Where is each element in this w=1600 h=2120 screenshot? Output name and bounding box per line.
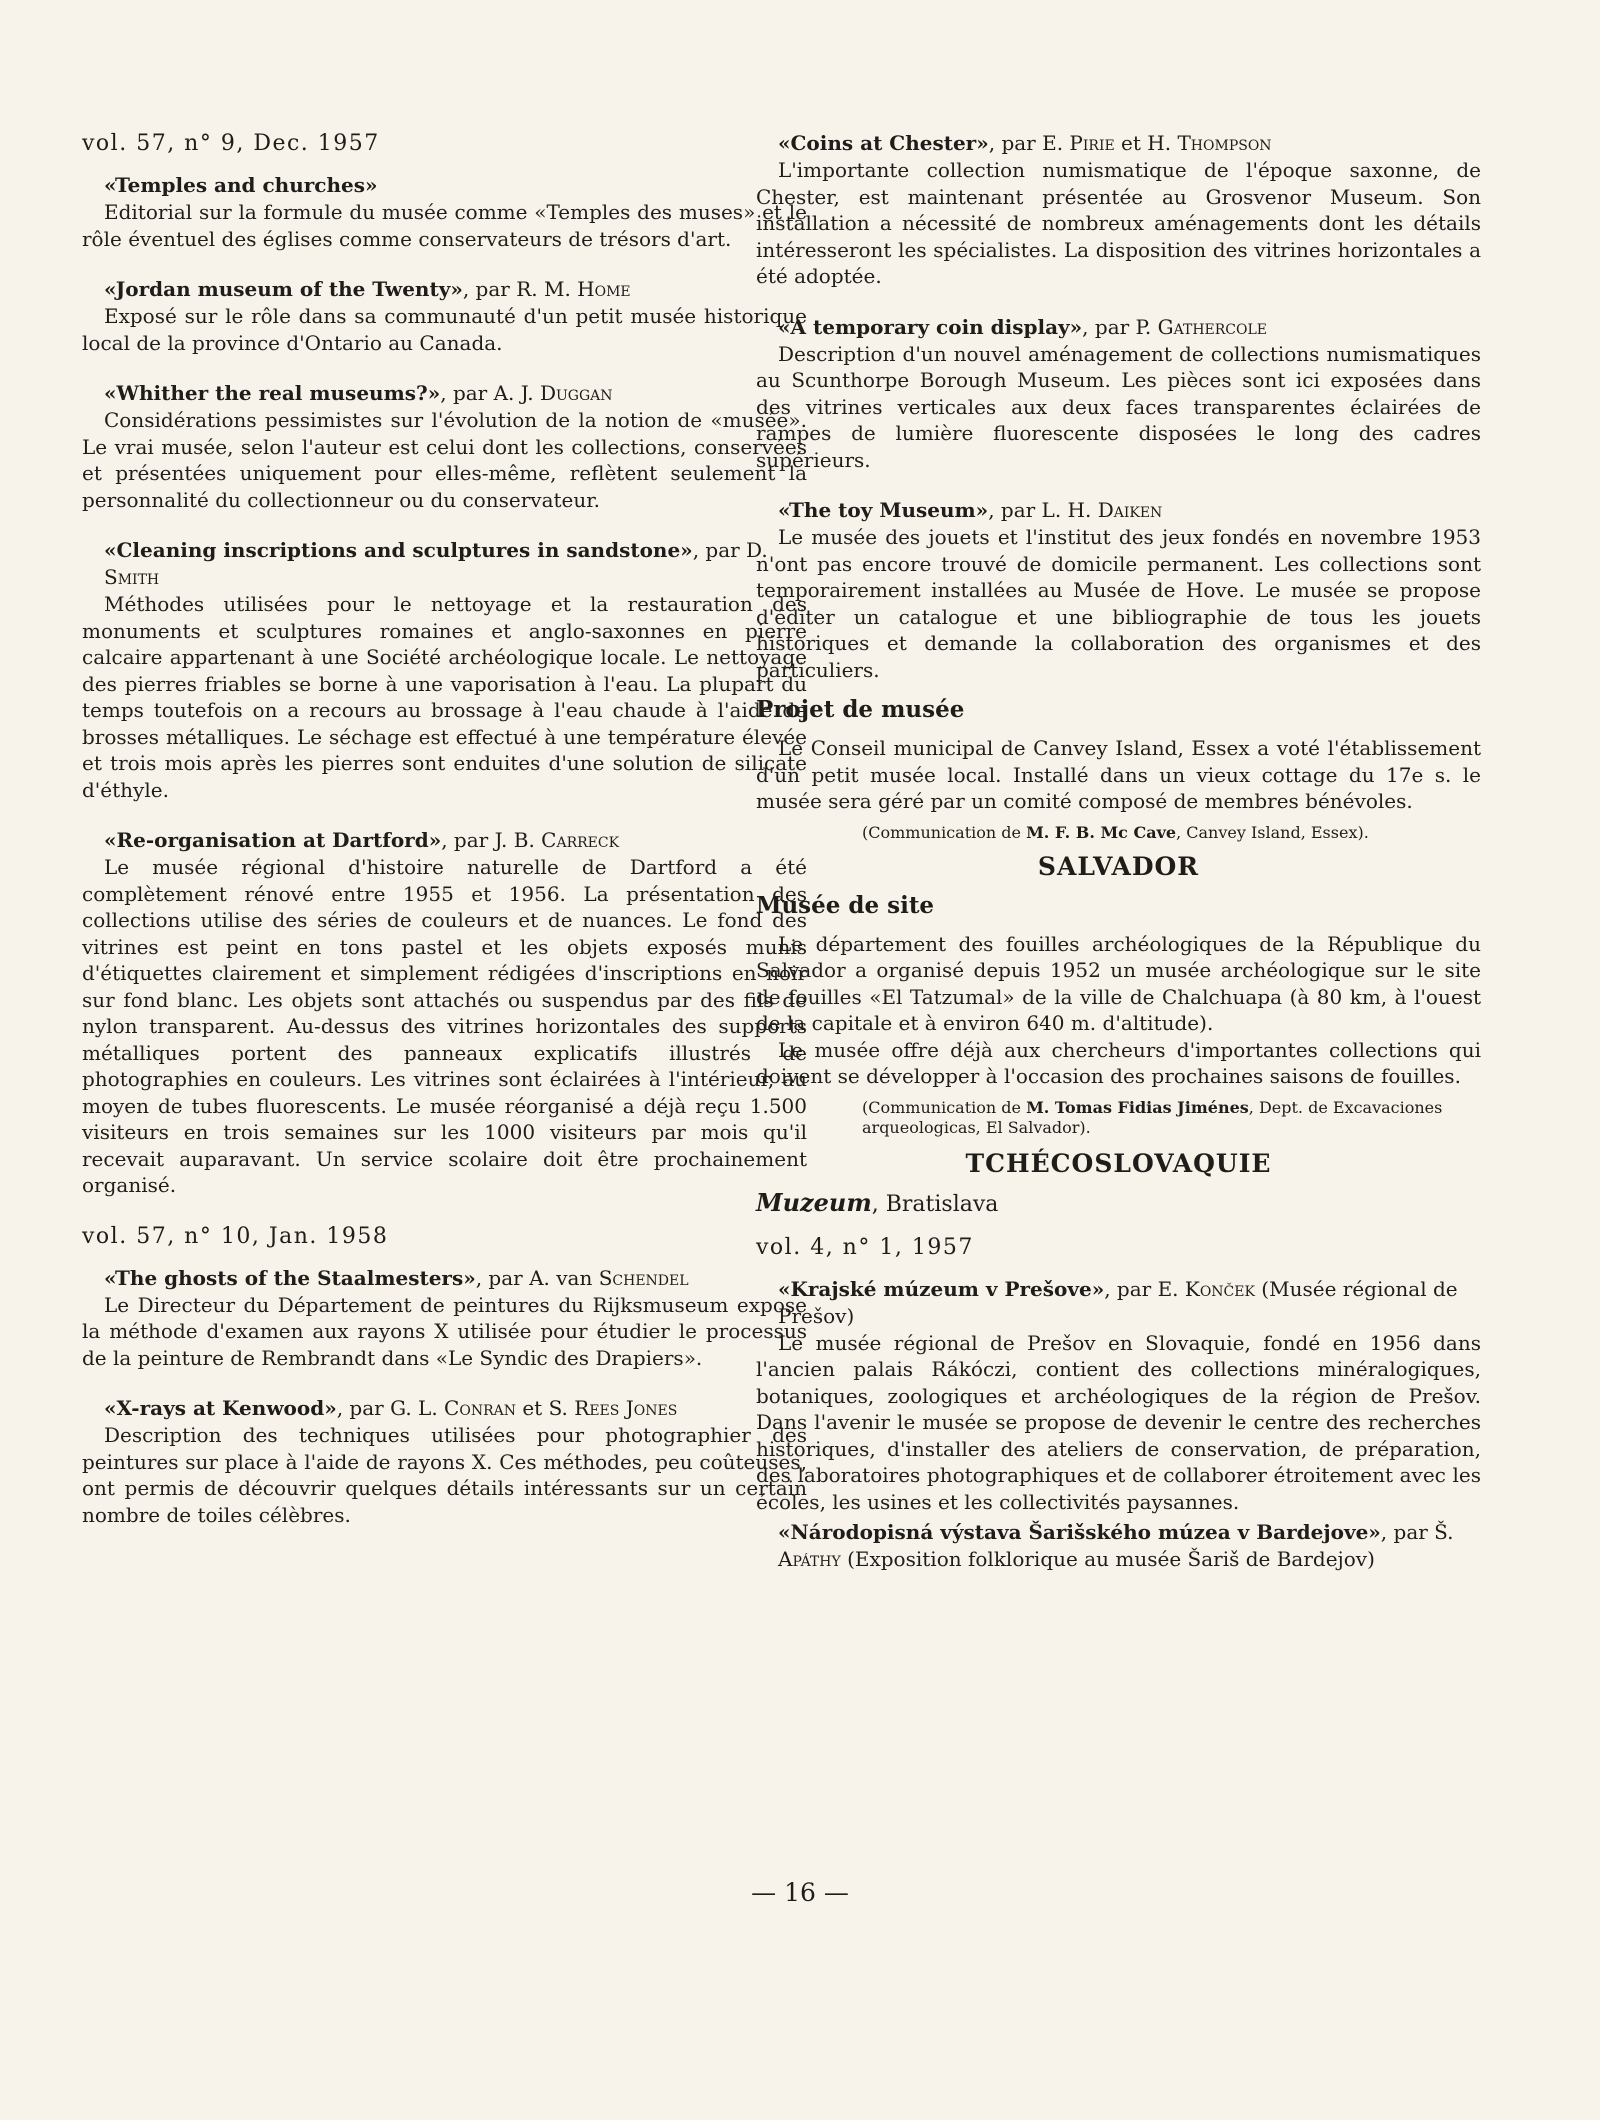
credit-line: [756, 1098, 1481, 1138]
article-byline: , par E.: [988, 131, 1070, 155]
article-entry: [756, 314, 1481, 474]
article-entry: [82, 276, 807, 356]
article-title-line: [82, 537, 807, 591]
credit-suffix: , Dept. de Excavaciones arqueologicas, El Salvador).: [862, 1097, 1443, 1137]
volume-heading: vol. 4, n° 1, 1957: [756, 1234, 974, 1260]
page-number: — 16 —: [751, 1878, 849, 1907]
right-column: [756, 130, 1481, 1597]
article-summary: Le Directeur du Département de peintures du Rijksmuseum expose la méthode d'examen aux rayons X utilisée pour étudier le processus de la peinture de Rembrandt dans «Le Syndic des Drapiers».: [82, 1292, 807, 1370]
article-byline: et H.: [1114, 131, 1178, 155]
article-title: «A temporary coin display»: [778, 314, 1083, 339]
article-title-line: [756, 497, 1481, 524]
article-author: Conran: [444, 1396, 516, 1420]
credit-prefix: (Communication de: [862, 1097, 1027, 1117]
country-section-salvador: [756, 851, 1481, 1138]
article-title: «Coins at Chester»: [778, 131, 989, 155]
section-heading: Musée de site: [756, 891, 935, 919]
article-byline: , par L. H.: [988, 498, 1098, 522]
project-section: [756, 695, 1481, 843]
article-author: Thompson: [1177, 131, 1272, 155]
article-entry: [82, 1265, 807, 1372]
article-title-line: [82, 276, 807, 303]
credit-line: [756, 823, 1481, 843]
article-entry: [82, 1395, 807, 1528]
article-summary: L'importante collection numismatique de l'époque saxonne, de Chester, est maintenant présentée au Grosvenor Museum. Son installation a nécessité de nombreux aménagements dont les détails intéresseront les spécialistes. La disposition des vitrines horizontales a été adoptée.: [756, 158, 1481, 288]
article-title: «X-rays at Kenwood»: [104, 1396, 337, 1420]
article-byline: , par R. M.: [462, 277, 578, 301]
article-byline: , par E.: [1104, 1276, 1185, 1301]
article-byline: , par J. B.: [441, 828, 542, 852]
article-title-line: [82, 827, 807, 854]
article-byline: et S.: [515, 1396, 575, 1420]
article-title-line: [756, 130, 1481, 157]
article-byline: , par P.: [1082, 314, 1158, 339]
article-note: (Exposition folklorique au musée Šariš de Bardejov): [840, 1547, 1375, 1571]
journal-title: [756, 1188, 1481, 1220]
article-author: Gathercole: [1157, 314, 1267, 339]
article-author: Rees Jones: [574, 1396, 678, 1420]
article-byline: , par D.: [692, 538, 768, 562]
article-note: (Musée régional de Prešov): [778, 1276, 1458, 1328]
article-title: «Cleaning inscriptions and sculptures in sandstone»: [104, 538, 693, 562]
article-author: Konček: [1184, 1276, 1255, 1301]
article-title: «Whither the real museums?»: [104, 381, 441, 405]
country-section-czechoslovakia: [756, 1148, 1481, 1574]
article-title: «Temples and churches»: [104, 173, 378, 197]
article-entry: [756, 130, 1481, 290]
volume-heading: vol. 57, n° 10, Jan. 1958: [82, 1223, 389, 1249]
article-summary: Editorial sur la formule du musée comme «Temples des muses» et le rôle éventuel des églises comme conservateurs de trésors d'art.: [82, 200, 807, 251]
article-title: «Krajské múzeum v Prešove»: [778, 1276, 1105, 1301]
journal-place: , Bratislava: [871, 1191, 999, 1217]
article-title: «The toy Museum»: [778, 498, 989, 522]
section-text: Le département des fouilles archéologiques de la République du Salvador a organisé depuis 1952 un musée archéologique sur le site de fouilles «El Tatzumal» de la ville de Chalchuapa (à 80 km, à l'ouest de la capitale et à environ 640 m. d'altitude).: [756, 931, 1481, 1035]
left-column: [82, 130, 807, 1552]
article-title-line: [756, 314, 1481, 341]
article-author: Pirie: [1069, 131, 1115, 155]
article-summary: Exposé sur le rôle dans sa communauté d'un petit musée historique local de la province d'Ontario au Canada.: [82, 304, 807, 355]
article-author: Carreck: [541, 828, 620, 852]
country-heading: SALVADOR: [1037, 851, 1200, 881]
section-text: Le Conseil municipal de Canvey Island, Essex a voté l'établissement d'un petit musée local. Installé dans un vieux cottage du 17e s. le musée sera géré par un comité composé de membres bénévoles.: [756, 736, 1481, 813]
article-title: «Jordan museum of the Twenty»: [104, 277, 463, 301]
article-title-line: [756, 1276, 1481, 1330]
credit-name: M. Tomas Fidias Jiménes: [1026, 1097, 1249, 1117]
article-author: Apáthy: [778, 1547, 841, 1571]
article-author: Home: [577, 277, 631, 301]
article-title: «Re-organisation at Dartford»: [104, 828, 442, 852]
article-title-line: [82, 172, 807, 199]
article-title: «The ghosts of the Staalmesters»: [104, 1265, 476, 1290]
article-author: Duggan: [539, 381, 613, 405]
article-byline: , par Š.: [1380, 1520, 1454, 1544]
volume-heading: vol. 57, n° 9, Dec. 1957: [82, 131, 380, 156]
article-entry: [82, 380, 807, 513]
article-summary: Description d'un nouvel aménagement de collections numismatiques au Scunthorpe Borough Museum. Les pièces sont ici exposées dans des vitrines verticales aux deux faces transparentes éclairées de rampes de lumière fluorescente disposées le long des cadres supérieurs.: [756, 341, 1481, 472]
article-summary: Le musée des jouets et l'institut des jeux fondés en novembre 1953 n'ont pas encore trouvé de domicile permanent. Les collections sont temporairement installées au Musée de Hove. Le musée se propose d'éditer un catalogue et une bibliographie de tous les jouets historiques et demande la collaboration des organismes et des particuliers.: [756, 525, 1481, 682]
article-title-line: [82, 1395, 807, 1422]
article-title-line: [82, 1265, 807, 1292]
article-entry: [82, 827, 807, 1199]
article-summary: Description des techniques utilisées pour photographier des peintures sur place à l'aide de rayons X. Ces méthodes, peu coûteuses, ont permis de découvrir quelques détails intéressants sur un certain nombre de toiles célèbres.: [82, 1423, 807, 1527]
article-author: Smith: [104, 565, 160, 589]
article-entry: [82, 537, 807, 803]
article-author: Schendel: [598, 1265, 689, 1290]
article-summary: Méthodes utilisées pour le nettoyage et la restauration des monuments et sculptures romaines et anglo-saxonnes en pierre calcaire appartenant à une Société archéologique locale. Le nettoyage des pierres friables se borne à une vaporisation à l'eau. La plupart du temps toutefois on a recours au brossage à l'eau chaude à l'aide de brosses métalliques. Le séchage est effectué à une température élevée et trois mois après les pierres sont enduites d'une solution de silicate d'éthyle.: [82, 592, 807, 802]
article-byline: , par G. L.: [336, 1396, 445, 1420]
credit-name: M. F. B. Mc Cave: [1026, 822, 1177, 842]
article-title: «Národopisná výstava Šarišského múzea v Bardejove»: [778, 1520, 1381, 1544]
article-summary: Le musée régional d'histoire naturelle de Dartford a été complètement rénové entre 1955 et 1956. La présentation des collections utilise des séries de couleurs et de nuances. Le fond des vitrines est peint en tons pastel et les objets exposés munis d'étiquettes clairement et simplement rédigées d'inscriptions en noir sur fond blanc. Les objets sont attachés ou suspendus par des fils de nylon transparent. Au-dessus des vitrines horizontales des supports métalliques portent des panneaux explicatifs illustrés de photographies en couleurs. Les vitrines sont éclairées à l'intérieur, au moyen de tubes fluorescents. Le musée réorganisé a déjà reçu 1.500 visiteurs en trois semaines sur les 1000 visiteurs par mois qu'il recevait auparavant. Un service scolaire doit être prochainement organisé.: [82, 855, 807, 1197]
article-summary: Considérations pessimistes sur l'évolution de la notion de «musée». Le vrai musée, selon l'auteur est celui dont les collections, conservées et présentées uniquement pour elles-même, reflètent seulement la personnalité du collectionneur ou du conservateur.: [82, 408, 807, 512]
article-byline: , par A. van: [475, 1265, 599, 1290]
credit-suffix: , Canvey Island, Essex).: [1176, 822, 1369, 842]
article-title-line: [756, 1519, 1481, 1573]
journal-name: Muzeum: [756, 1187, 872, 1217]
credit-prefix: (Communication de: [862, 822, 1027, 842]
article-entry: [756, 497, 1481, 683]
article-entry: [82, 172, 807, 252]
article-byline: , par A. J.: [440, 381, 540, 405]
article-title-line: [82, 380, 807, 407]
article-summary: Le musée régional de Prešov en Slovaquie, fondé en 1956 dans l'ancien palais Rákóczi, contient des collections minéralogiques, botaniques, zoologiques et archéologiques de la région de Prešov. Dans l'avenir le musée se propose de devenir le centre des recherches historiques, d'installer des ateliers de conservation, de préparation, des laboratoires photographiques et de collaborer étroitement avec les écoles, les usines et les collectivités paysannes.: [756, 1330, 1481, 1514]
country-heading: TCHÉCOSLOVAQUIE: [965, 1148, 1272, 1178]
article-author: Daiken: [1097, 498, 1163, 522]
section-heading: Projet de musée: [756, 696, 965, 723]
section-text: Le musée offre déjà aux chercheurs d'importantes collections qui doivent se développer à l'occasion des prochaines saisons de fouilles.: [756, 1037, 1481, 1088]
